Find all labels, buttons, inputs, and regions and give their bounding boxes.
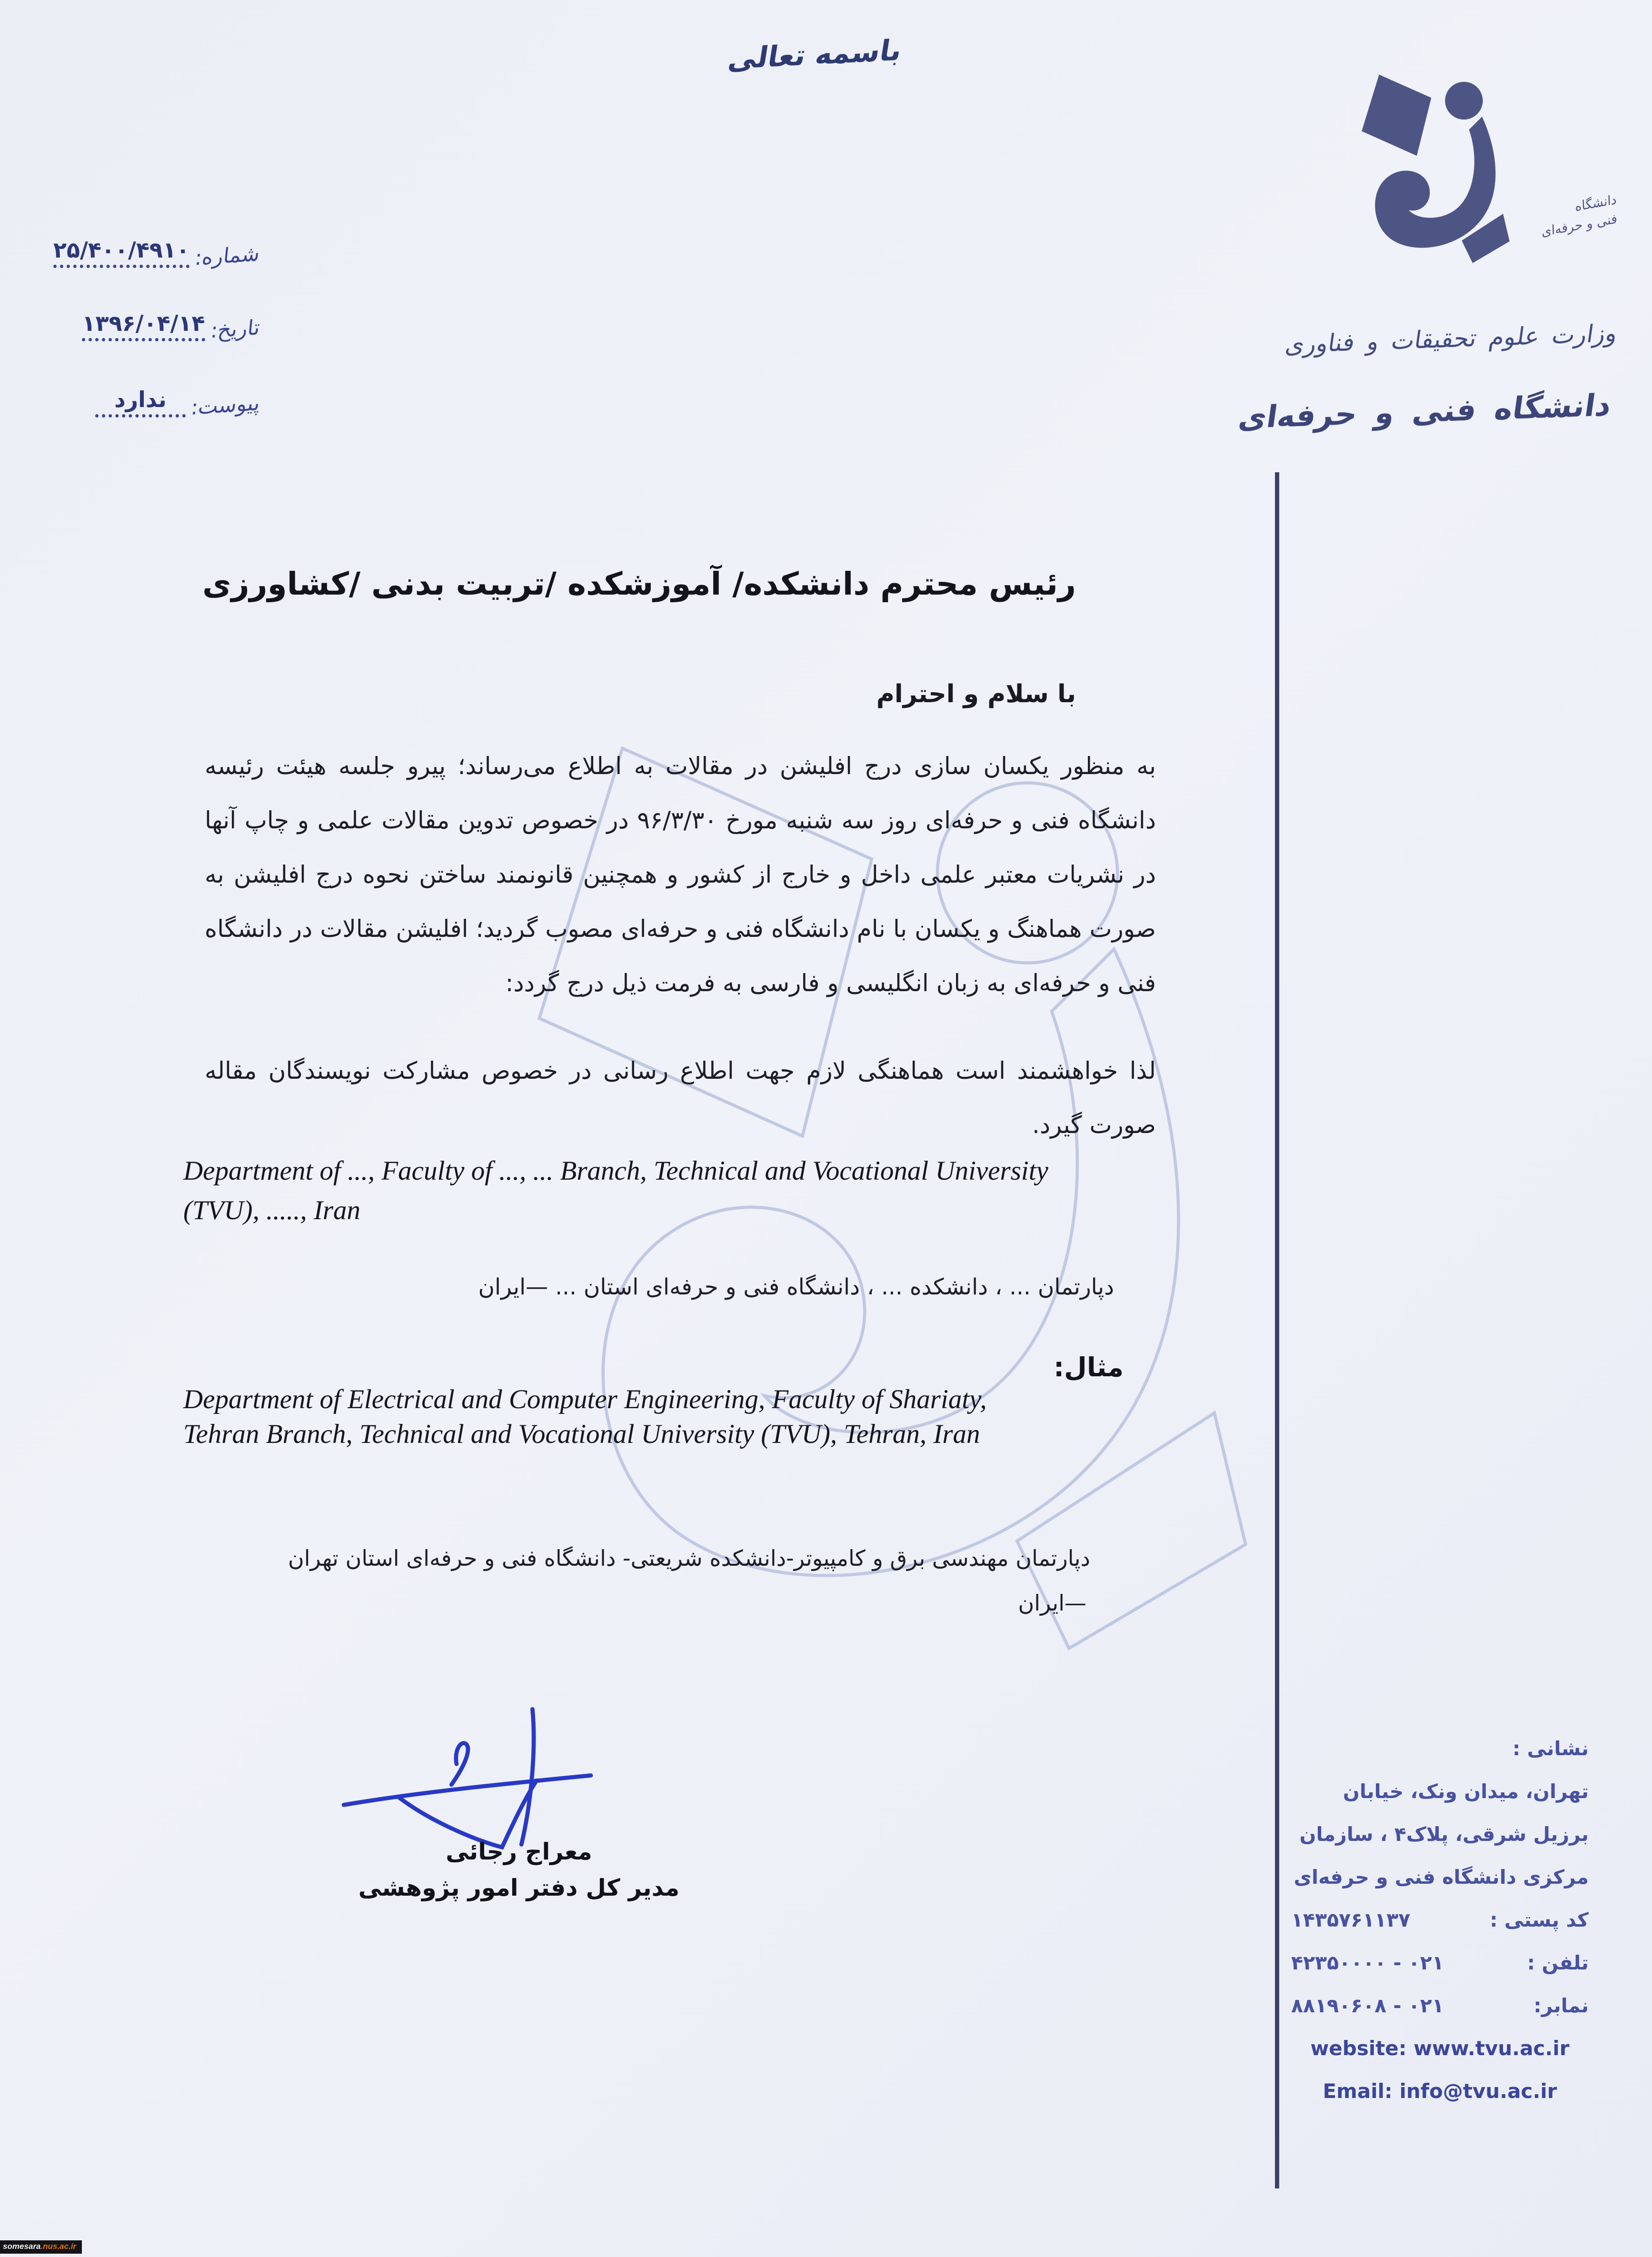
address-line2: برزیل شرقی، پلاک۴ ، سازمان [1299, 1823, 1589, 1846]
meta-row-date [82, 310, 261, 343]
attachment-value: ندارد [95, 387, 186, 418]
affiliation-example-persian-line2: —ایران [1018, 1590, 1086, 1616]
date-value: ۱۳۹۶/۰۴/۱۴ [82, 310, 205, 341]
postal-row [1291, 1899, 1589, 1941]
fax-value: ۰۲۱ - ۸۸۱۹۰۶۰۸ [1291, 1994, 1444, 2017]
footer-contact-block [1291, 1727, 1589, 2113]
university-logo-icon [1354, 64, 1514, 297]
affiliation-example-persian-line1: دپارتمان مهندسی برق و کامپیوتر-دانشکده شریعتی- دانشگاه فنی و حرفه‌ای استان تهران [288, 1545, 1090, 1571]
number-label: شماره: [193, 241, 261, 270]
affiliation-format-persian: دپارتمان ... ، دانشکده ... ، دانشگاه فنی و حرفه‌ای استان ... —ایران [478, 1274, 1114, 1300]
signer-title: مدیر کل دفتر امور پژوهشی [358, 1874, 680, 1901]
scan-source-domain: .nus.ac.ir [40, 2242, 77, 2251]
bismillah-header: باسمه تعالی [726, 33, 905, 76]
phone-value: ۰۲۱ - ۴۲۳۵۰۰۰۰ [1291, 1951, 1444, 1974]
body-paragraph-1: به منظور یکسان سازی درج افلیشن در مقالات به اطلاع می‌رساند؛ پیرو جلسه هیئت رئیسه دانشگاه فنی و حرفه‌ای روز سه شنبه مورخ ۹۶/۳/۳۰ در خصوص تدوین مقالات علمی و چاپ آنها در نشریات معتبر علمی داخل و خارج از کشور و همچنین قانونمند ساختن نحوه درج افلیشن به صورت هماهنگ و یکسان با نام دانشگاه فنی و حرفه‌ای مصوب گردید؛ افلیشن مقالات در دانشگاه فنی و حرفه‌ای به زبان انگلیسی و فارسی به فرمت ذیل درج گردد: [205, 752, 1156, 997]
logo-caption-line1: دانشگاه [1574, 192, 1617, 215]
email-line: Email: info@tvu.ac.ir [1323, 2079, 1557, 2103]
address-line3: مرکزی دانشگاه فنی و حرفه‌ای [1294, 1866, 1589, 1889]
signer-name: معراج رجائی [446, 1838, 592, 1865]
address-line1: تهران، میدان ونک، خیابان [1343, 1780, 1589, 1803]
attachment-label: پیوست: [189, 391, 261, 420]
body-paragraph-2: لذا خواهشمند است هماهنگی لازم جهت اطلاع رسانی در خصوص مشارکت نویسندگان مقاله صورت گیرد. [205, 1057, 1156, 1139]
ministry-name: وزارت علوم تحقیقات و فناوری [1283, 319, 1620, 359]
vertical-rule-divider [1275, 472, 1279, 2188]
logo-caption [1508, 190, 1617, 248]
meta-row-attachment [95, 387, 259, 418]
postal-label: کد پستی : [1490, 1909, 1589, 1931]
university-name: دانشگاه فنی و حرفه‌ای [1236, 388, 1614, 436]
affiliation-example-english: Department of Electrical and Computer Engineering, Faculty of Shariaty, Tehran Branch, Technical and Vocational University (TVU), Tehran, Iran [183, 1384, 987, 1449]
signature-block [343, 1834, 695, 1906]
affiliation-format-english: Department of ..., Faculty of ..., ... Branch, Technical and Vocational University (TVU), ....., Iran [183, 1156, 1048, 1225]
phone-row [1291, 1941, 1589, 1984]
website-line: website: www.tvu.ac.ir [1310, 2037, 1570, 2060]
fax-row [1291, 1984, 1589, 2027]
logo-caption-line2: فنی و حرفه‌ای [1541, 211, 1618, 240]
fax-label: نمابر: [1533, 1994, 1589, 2017]
meta-row-number [53, 237, 261, 270]
scan-source-site: somesara [3, 2242, 41, 2251]
scan-source-watermark [0, 2240, 82, 2254]
salutation: با سلام و احترام [876, 680, 1076, 708]
date-label: تاریخ: [209, 315, 261, 343]
example-label: مثال: [1054, 1352, 1124, 1382]
recipient-title: رئیس محترم دانشکده/ آموزشکده /تربیت بدنی /کشاورزی [202, 566, 1076, 602]
number-value: ۲۵/۴۰۰/۴۹۱۰ [53, 237, 189, 268]
phone-label: تلفن : [1527, 1951, 1589, 1974]
address-label: نشانی : [1512, 1737, 1589, 1760]
postal-value: ۱۴۳۵۷۶۱۱۳۷ [1291, 1909, 1411, 1931]
